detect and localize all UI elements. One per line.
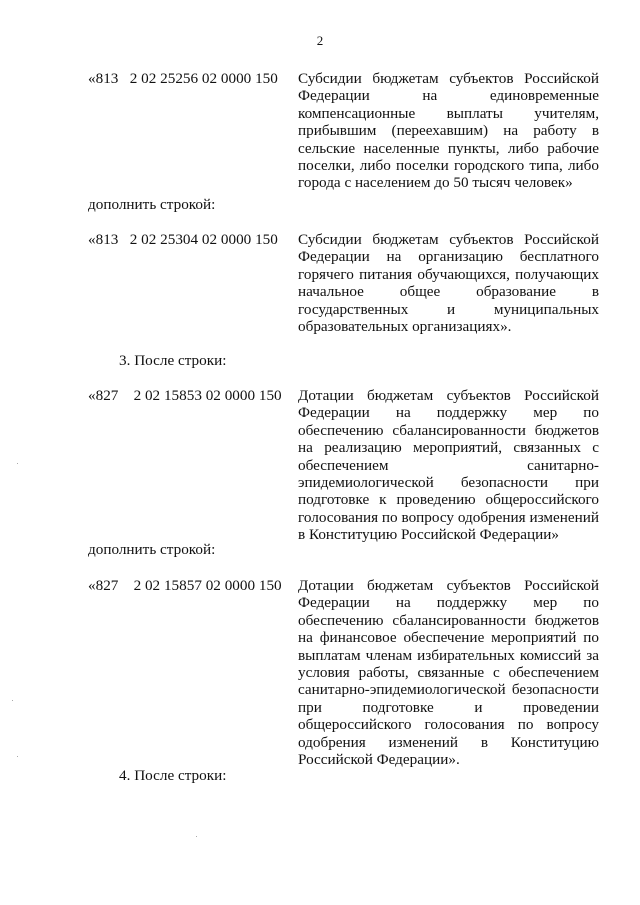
budget-code-description: Дотации бюджетам субъектов Российской Федерации на поддержку мер по обеспечению сбалансированности бюджетов на финансовое обеспечение мероприятий по выплатам членам избирательных комиссий за условия работы, связанные с обеспечением санитарно-эпидемиологической безопасности при подготовке и проведении общероссийского голосования по вопросу одобрения изменений в Конституцию Российской Федерации». bbox=[298, 577, 599, 769]
scan-speck bbox=[196, 836, 197, 837]
budget-code-description: Субсидии бюджетам субъектов Российской Федерации на единовременные компенсационные выплаты учителям, прибывшим (переехавшим) на работу в сельские населенные пункты, либо рабочие поселки, либо поселки городского типа, либо города с населением до 50 тысяч человек» bbox=[298, 70, 599, 192]
budget-code-description: Дотации бюджетам субъектов Российской Федерации на поддержку мер по обеспечению сбалансированности бюджетов на реализацию мероприятий, связанных с обеспечением санитарно-эпидемиологической безопасности при подготовке к проведению общероссийского голосования по вопросу одобрения изменений в Конституцию Российской Федерации» bbox=[298, 387, 599, 544]
supplement-label: дополнить строкой: bbox=[88, 541, 216, 558]
budget-code: «813 2 02 25304 02 0000 150 bbox=[88, 231, 278, 248]
budget-code: «827 2 02 15853 02 0000 150 bbox=[88, 387, 282, 404]
budget-code: «827 2 02 15857 02 0000 150 bbox=[88, 577, 282, 594]
budget-code: «813 2 02 25256 02 0000 150 bbox=[88, 70, 278, 87]
scan-speck bbox=[12, 700, 13, 701]
section-item-3: 3. После строки: bbox=[119, 352, 227, 369]
supplement-label: дополнить строкой: bbox=[88, 196, 216, 213]
page-number: 2 bbox=[316, 33, 324, 48]
budget-code-description: Субсидии бюджетам субъектов Российской Федерации на организацию бесплатного горячего питания обучающихся, получающих начальное общее образование в государственных и муниципальных образовательных организациях». bbox=[298, 231, 599, 336]
scan-speck bbox=[17, 463, 18, 464]
section-item-4: 4. После строки: bbox=[119, 767, 227, 784]
scan-speck bbox=[17, 756, 18, 757]
